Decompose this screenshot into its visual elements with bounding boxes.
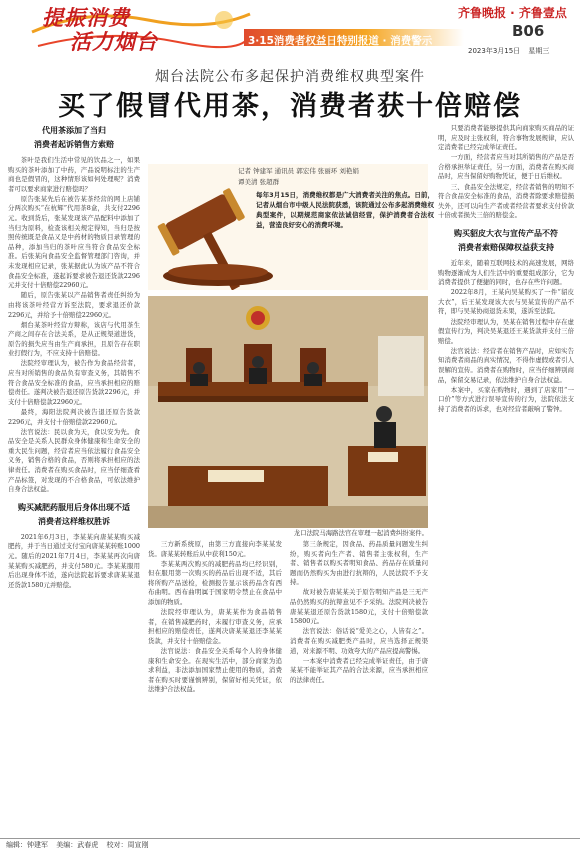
byline [238, 166, 426, 188]
newspaper-logo: 齐鲁晚报 · 齐鲁壹点 [458, 6, 567, 20]
courtroom-photo [148, 296, 428, 528]
special-report-strip [244, 29, 464, 46]
section-subhead: 购买貂皮大衣与宣传产品不符 [454, 228, 558, 238]
article-paragraph: 法官说法：经营者在销售产品时，应如实告知消费者商品的真实情况，不得作虚假或者引人误解的宣传。消费者在购物时，应当仔细辨别商品，保留交易记录，依法维护自身合法权益。 [438, 346, 574, 384]
article-paragraph: 法院经审理认为，吴某在销售过程中存在虚假宣传行为，判决吴某退还王某货款并支付三倍赔偿。 [438, 317, 574, 345]
article-paragraph: 第三条规定，因食品、药品质量问题发生纠纷，购买者向生产者、销售者主张权利，生产者、销售者以购买者明知食品、药品存在质量问题而仍然购买为由进行抗辩的，人民法院不予支持。 [290, 540, 428, 587]
article-paragraph: 三、食品安全法规定，经营者销售的明知不符合食品安全标准的食品，消费者除要求赔偿损失外，还可以向生产者或者经营者要求支付价款十倍或者损失三倍的赔偿金。 [438, 182, 574, 220]
section-subhead: 购买减肥药服用后身体出现不适 [18, 502, 130, 512]
article-paragraph: 李某某两次购买的减肥药品均已经识别，但在服用第一次购买的药品后出现不适，其后将所购产品送检，检测报告显示该药品含有西布曲明。西布曲明属于国家明令禁止在食品中添加的物质。 [148, 559, 282, 607]
article-paragraph: 只要消费者能够提供其向商家购买商品的证明，应及时主张权利，符合事物发展规律，应认定消费者已经完成举证责任。 [438, 124, 574, 152]
issue-date [468, 46, 555, 56]
article-paragraph: 随后，原告张某以产品销售者责任纠纷为由将该茶叶经营方诉至法院，要求退还价款2296元，并给予十倍赔偿22960元。 [8, 291, 140, 319]
courtroom-scene-image [148, 296, 428, 528]
article-paragraph: 法官说法：俗话说“爱美之心，人皆有之”。消费者在购买减肥类产品时，应当选择正规渠道，对来源不明、功效夸大的产品应提高警惕。 [290, 627, 428, 655]
editor-credit: 编辑：钟建军 [6, 841, 48, 849]
weekday-text: 星期三 [528, 47, 550, 55]
photo-caption: 龙口法院马海路法官在审理一起消费纠纷案件。 [293, 529, 428, 537]
article-paragraph: 法官说法：食品安全关系每个人的身体健康和生命安全。在现实生活中，部分商家为追求利益，非法添加国家禁止使用的物质，消费者在购买时要谨慎辨别，保留好相关凭证，依法维护合法权益。 [148, 647, 282, 694]
lead-paragraph: 每年3月15日，消费维权都是广大消费者关注的焦点。日前，记者从烟台市中级人民法院获悉，该院通过公布多起消费维权典型案件，以期规范商家依法诚信经营，保护消费者合法权益，营造良好安心的消费环境。 [256, 191, 434, 229]
design-credit: 美编：武春虎 [56, 841, 99, 849]
article-paragraph: 近年来，随着互联网技术的高速发展，网络购物逐渐成为人们生活中的重要组成部分，它为消费者提供了便捷的同时，也存在些许问题。 [438, 258, 574, 287]
banner [28, 2, 254, 58]
byline-line2: 谭美清 张超群 [238, 178, 280, 186]
right-column [438, 124, 574, 832]
page-number: B06 [512, 22, 545, 40]
banner-line1: 提振消费 [42, 6, 130, 30]
article-paragraph: 三方新系统原，由第三方直接向李某某发货。唐某某转账后从中获利150元。 [148, 540, 282, 558]
date-text: 2023年3月15日 [468, 47, 521, 55]
kicker-headline: 烟台法院公布多起保护消费维权典型案件 [155, 69, 425, 85]
section-subhead: 消费者起诉销售方索赔 [34, 140, 114, 149]
article-paragraph: 法院经审理认为，唐某某作为食品销售者，在销售减肥药时，未履行审查义务，应承担相应的赔偿责任，遂判决唐某某退还李某某货款，并支付十倍赔偿金。 [148, 608, 282, 645]
middle-column-1 [148, 540, 282, 832]
article-paragraph: 烟台某茶叶经营方辩称，该店与代用茶生产商之间存在合法关系，是从正规渠道进货，原告的损失应当由生产商承担，且原告存在职业打假行为，不应支持十倍赔偿。 [8, 320, 140, 358]
article-paragraph: 一方面，经营者应当对其所销售的产品是否合格承担举证责任，另一方面，消费者在购买商品时，应当保留好购物凭证，便于日后维权。 [438, 153, 574, 181]
article-paragraph: 一本案中消费者已经完成举证责任，由于唐某某不能举证其产品的合法来源，应当承担相应的法律责任。 [290, 656, 428, 684]
article-paragraph: 法官说法：民以食为天，食以安为先。食品安全是关系人民群众身体健康和生命安全的重大民生问题，经营者应当依法履行食品安全义务，销售合格的食品，否则将承担相应的法律责任。消费者在购买食品时，应当仔细查看产品标签，对发现的不合格食品，可依法维护自身合法权益。 [8, 427, 140, 494]
article-paragraph: 本案中，买家在购物时，遇到了店家用“一口价”等方式进行误导宣传的行为，法院依法支持了消费者的诉求，也对经营者敲响了警钟。 [438, 385, 574, 413]
page-footer [0, 838, 580, 852]
middle-column-2 [290, 540, 428, 832]
main-headline: 买了假冒代用茶，消费者获十倍赔偿 [58, 91, 522, 122]
banner-line2: 活力烟台 [70, 30, 158, 54]
special-report-label: 3·15消费者权益日特别报道 · 消费警示 [248, 35, 433, 47]
article-paragraph: 法院经审理认为，被告作为食品经营者，应当对所销售的食品负有审查义务，其销售不符合食品安全标准的食品，应当承担相应的赔偿责任。遂判决被告退还原告货款2296元，并支付十倍赔偿款22960元。 [8, 359, 140, 406]
masthead [0, 0, 580, 62]
article-paragraph: 茶叶是我们生活中常见的饮品之一，如果购买的茶叶添加了中药，产品说明标注的生产商也是假冒的，这种情形该如何处理呢？消费者可以要求商家进行赔偿吗？ [8, 156, 140, 193]
article-paragraph: 2022年8月，王某向吴某购买了一件“貂皮大衣”，后王某发现该大衣与吴某宣传的产品不符，即与吴某协商退货未果，遂诉至法院。 [438, 288, 574, 316]
banner-title [42, 6, 158, 54]
article-paragraph: 原告张某先后在被告某茶经营的网上店铺分两次购买“在杭辉”代用茶8盒，共支付2296元。收到货后，张某发现该产品配料中添加了当归为原料，检查该相关规定得知，当归是按照传统既是食品又是中药材的物质目录管理的品种，添加当归的茶叶应当符合食品安全标准。后张某向食品安全监督管理部门咨询，并未发现相应记录，张某据此认为该产品不符合食品安全标准，遂起诉要求被告退还货款2296元并支付十倍赔偿22960元。 [8, 194, 140, 290]
section-subhead: 消费者索赔保障权益获支持 [458, 242, 554, 252]
left-column [8, 124, 140, 832]
proof-credit: 校对：周宣刚 [106, 841, 149, 849]
section-subhead: 代用茶添加了当归 [42, 126, 106, 135]
article-paragraph: 2021年6月3日，李某某向唐某某购买减肥药，并于当日通过支付宝向唐某某转账1000元。随后的2021年7月4日，李某某再次向唐某某购买减肥药，并支付580元。李某某服用后出现身体不适，遂向法院起诉要求唐某某退还货款1580元并赔偿。 [8, 532, 140, 589]
byline-line1: 记者 钟建军 通讯员 郭宏伟 张丽环 刘艳娟 [238, 167, 359, 175]
section-subhead: 消费者这样维权胜诉 [38, 516, 110, 526]
article-paragraph: 故对被告唐某某关于原告明知产品是三无产品仍然购买的抗辩意见不予采纳。法院判决被告唐某某退还原告货款1580元，支付十倍赔偿款15800元。 [290, 588, 428, 626]
article-paragraph: 最终，海阳法院判决被告退还原告货款2296元，并支付十倍赔偿款22960元。 [8, 407, 140, 426]
